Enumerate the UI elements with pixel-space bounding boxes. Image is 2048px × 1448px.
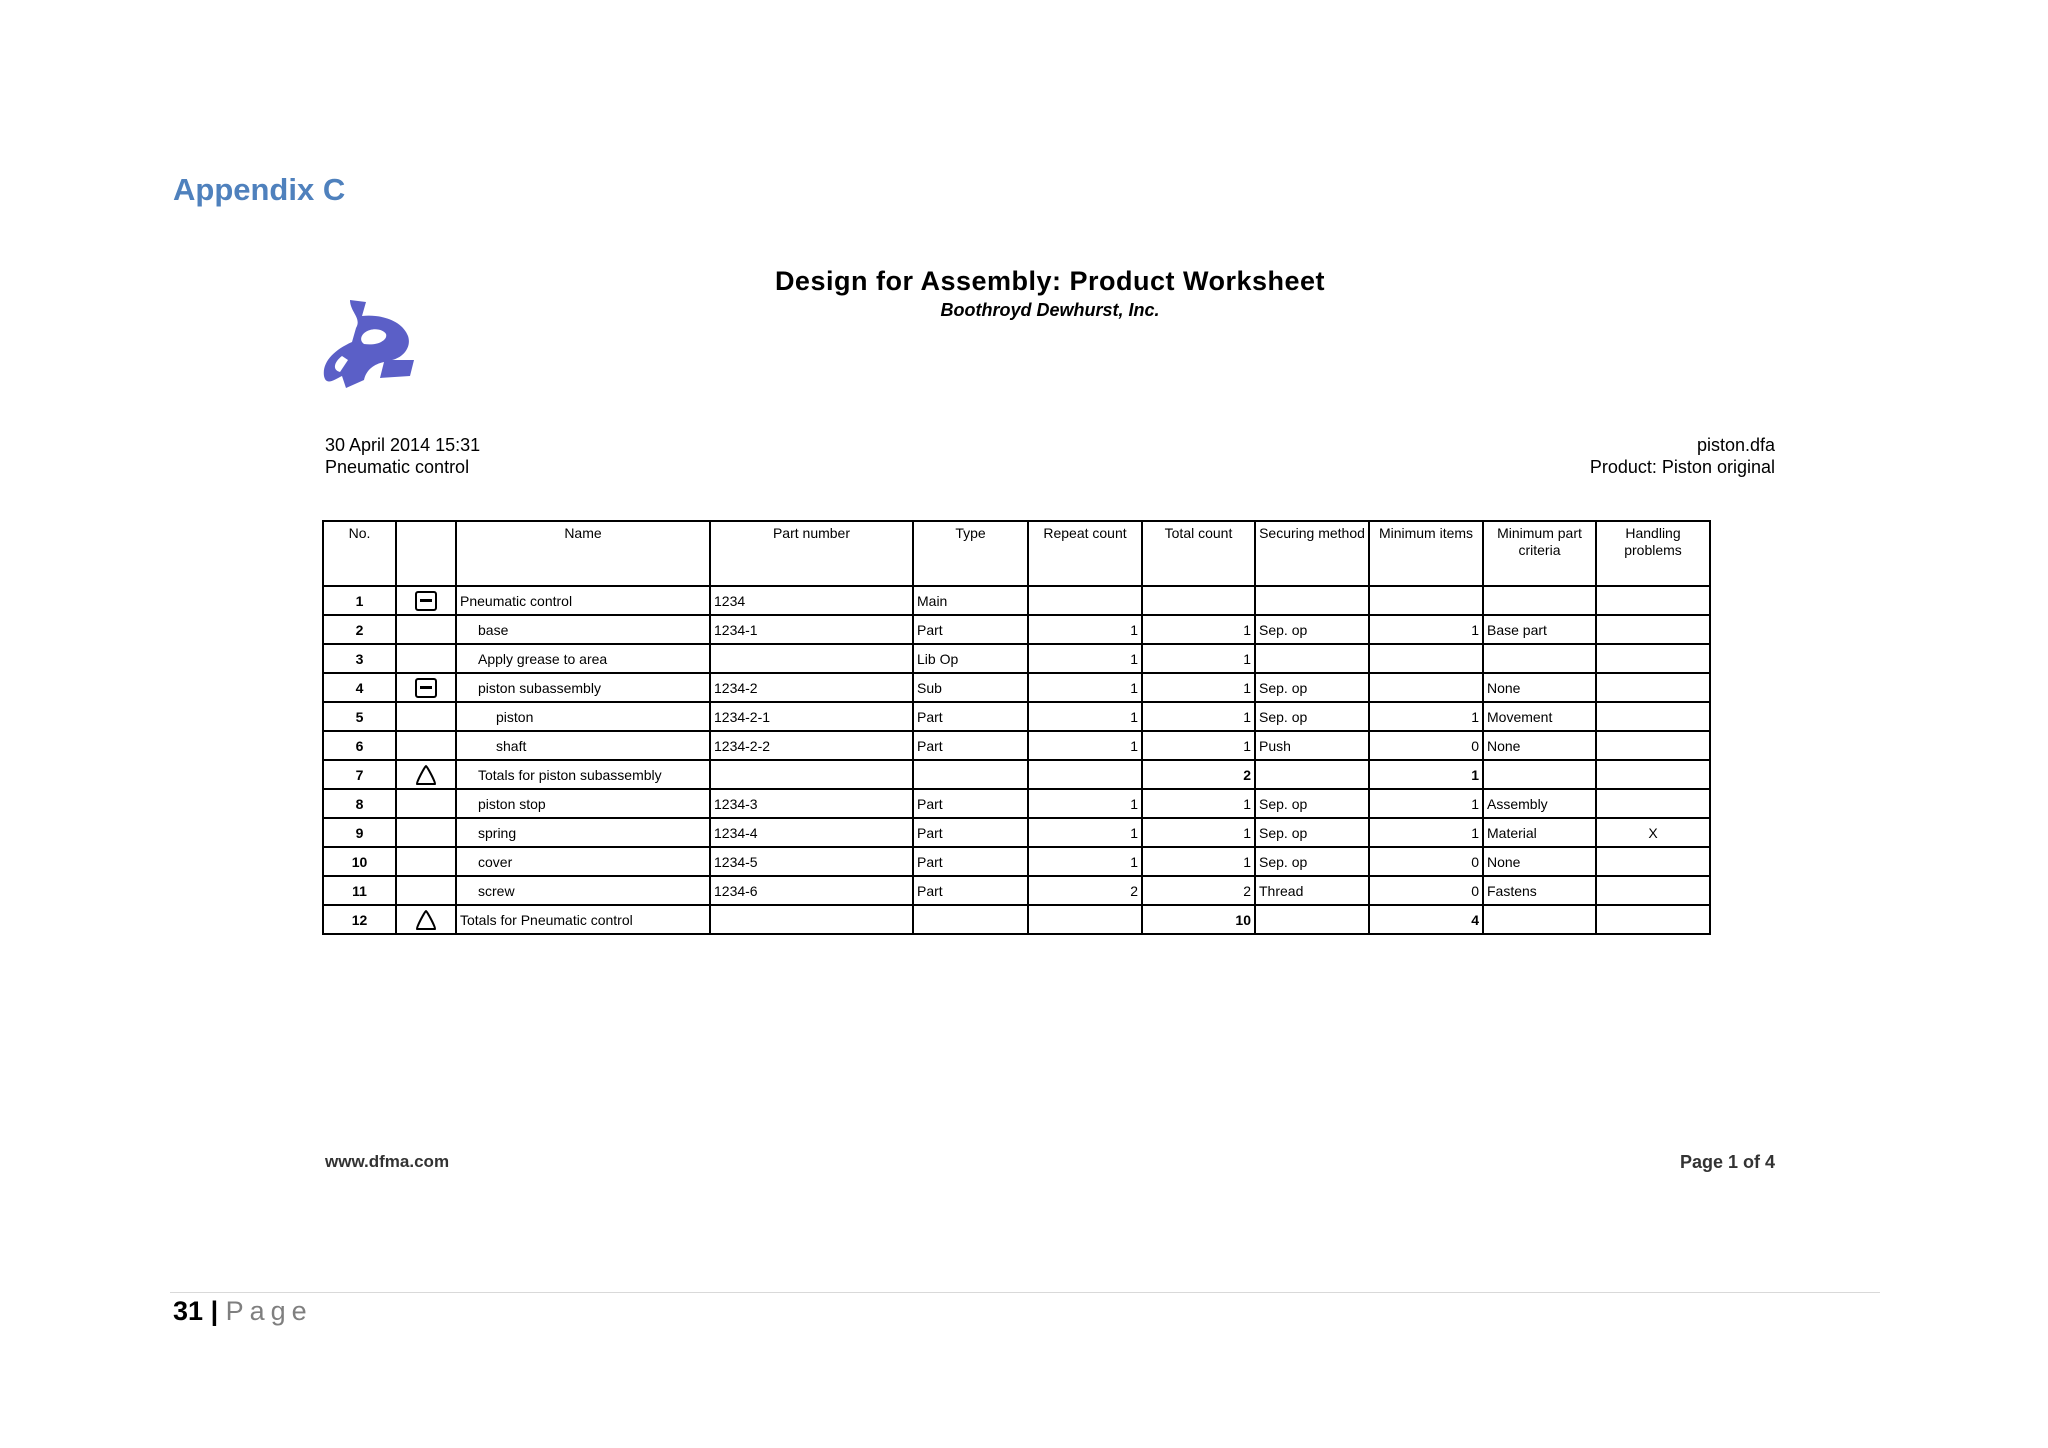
cell-no: 8 (323, 789, 396, 818)
cell-icon (396, 702, 456, 731)
cell-repeat: 1 (1028, 673, 1142, 702)
cell-min-items: 4 (1369, 905, 1483, 934)
cell-part: 1234 (710, 586, 913, 615)
table-row (323, 586, 1710, 615)
cell-part: 1234-1 (710, 615, 913, 644)
cell-securing: Sep. op (1255, 789, 1369, 818)
cell-name: spring (456, 818, 710, 847)
cell-icon (396, 673, 456, 702)
cell-part: 1234-3 (710, 789, 913, 818)
cell-no: 7 (323, 760, 396, 789)
cell-handling (1596, 644, 1710, 673)
cell-part: 1234-5 (710, 847, 913, 876)
header-handling-problems: Handling problems (1596, 521, 1710, 586)
cell-part (710, 905, 913, 934)
worksheet-meta-right (1590, 434, 1775, 478)
cell-securing: Sep. op (1255, 818, 1369, 847)
table-row (323, 876, 1710, 905)
cell-icon (396, 760, 456, 789)
cell-name: shaft (456, 731, 710, 760)
cell-securing: Sep. op (1255, 615, 1369, 644)
cell-min-items (1369, 644, 1483, 673)
cell-no: 4 (323, 673, 396, 702)
cell-part: 1234-4 (710, 818, 913, 847)
cell-type: Part (913, 818, 1028, 847)
cell-criteria: Material (1483, 818, 1596, 847)
cell-type: Main (913, 586, 1028, 615)
cell-total: 10 (1142, 905, 1255, 934)
cell-handling (1596, 905, 1710, 934)
cell-type: Part (913, 789, 1028, 818)
cell-icon (396, 644, 456, 673)
cell-handling (1596, 847, 1710, 876)
cell-criteria: None (1483, 847, 1596, 876)
cell-no: 5 (323, 702, 396, 731)
cell-type: Lib Op (913, 644, 1028, 673)
cell-repeat (1028, 760, 1142, 789)
collapse-box-icon (415, 591, 437, 611)
cell-min-items: 1 (1369, 818, 1483, 847)
table-row (323, 702, 1710, 731)
worksheet-meta-left (325, 434, 480, 478)
header-part-number: Part number (710, 521, 913, 586)
cell-securing: Sep. op (1255, 673, 1369, 702)
cell-type: Part (913, 731, 1028, 760)
cell-repeat: 2 (1028, 876, 1142, 905)
cell-name: Pneumatic control (456, 586, 710, 615)
collapse-box-icon (415, 678, 437, 698)
cell-handling (1596, 586, 1710, 615)
table-row (323, 615, 1710, 644)
cell-icon (396, 586, 456, 615)
cell-criteria: None (1483, 673, 1596, 702)
footer-page: Page 1 of 4 (1679, 1152, 1775, 1172)
cell-total: 1 (1142, 731, 1255, 760)
cell-min-items: 0 (1369, 847, 1483, 876)
cell-type: Part (913, 615, 1028, 644)
cell-total: 1 (1142, 615, 1255, 644)
table-row (323, 673, 1710, 702)
table-row (323, 818, 1710, 847)
cell-name: piston (456, 702, 710, 731)
cell-securing: Push (1255, 731, 1369, 760)
cell-name: Totals for Pneumatic control (456, 905, 710, 934)
cell-icon (396, 615, 456, 644)
cell-icon (396, 876, 456, 905)
cell-min-items (1369, 673, 1483, 702)
cell-no: 9 (323, 818, 396, 847)
cell-name: base (456, 615, 710, 644)
cell-type: Part (913, 876, 1028, 905)
table-row (323, 731, 1710, 760)
header-securing-method: Securing method (1255, 521, 1369, 586)
worksheet-product: Product: Piston original (1589, 457, 1775, 477)
header-repeat-count: Repeat count (1028, 521, 1142, 586)
cell-criteria (1483, 905, 1596, 934)
cell-min-items: 1 (1369, 760, 1483, 789)
cell-part (710, 644, 913, 673)
page-number (173, 1296, 313, 1327)
cell-handling (1596, 876, 1710, 905)
cell-criteria (1483, 586, 1596, 615)
cell-securing (1255, 905, 1369, 934)
cell-min-items: 1 (1369, 615, 1483, 644)
cell-securing (1255, 760, 1369, 789)
cell-securing: Sep. op (1255, 847, 1369, 876)
cell-securing: Thread (1255, 876, 1369, 905)
cell-total: 2 (1142, 760, 1255, 789)
header-type: Type (913, 521, 1028, 586)
footer-url: www.dfma.com (325, 1152, 450, 1171)
cell-total: 1 (1142, 847, 1255, 876)
cell-no: 6 (323, 731, 396, 760)
cell-criteria: Movement (1483, 702, 1596, 731)
cell-type: Sub (913, 673, 1028, 702)
cell-total: 1 (1142, 673, 1255, 702)
worksheet-subtitle: Boothroyd Dewhurst, Inc. (940, 300, 1160, 320)
cell-name: piston stop (456, 789, 710, 818)
cell-min-items: 1 (1369, 702, 1483, 731)
cell-total: 1 (1142, 789, 1255, 818)
table-row (323, 644, 1710, 673)
cell-repeat: 1 (1028, 644, 1142, 673)
cell-repeat: 1 (1028, 615, 1142, 644)
cell-no: 3 (323, 644, 396, 673)
worksheet-file: piston.dfa (1696, 435, 1775, 455)
cell-repeat: 1 (1028, 731, 1142, 760)
cell-min-items: 1 (1369, 789, 1483, 818)
cell-no: 10 (323, 847, 396, 876)
cell-icon (396, 847, 456, 876)
cell-repeat (1028, 586, 1142, 615)
cell-part (710, 760, 913, 789)
table-row (323, 847, 1710, 876)
header-no: No. (323, 521, 396, 586)
header-minimum-items: Minimum items (1369, 521, 1483, 586)
cell-total: 1 (1142, 818, 1255, 847)
cell-repeat (1028, 905, 1142, 934)
cell-icon (396, 731, 456, 760)
cell-name: Totals for piston subassembly (456, 760, 710, 789)
cell-repeat: 1 (1028, 847, 1142, 876)
table-row (323, 905, 1710, 934)
cell-securing: Sep. op (1255, 702, 1369, 731)
cell-criteria: Assembly (1483, 789, 1596, 818)
cell-handling (1596, 615, 1710, 644)
cell-handling (1596, 731, 1710, 760)
cell-handling: X (1596, 818, 1710, 847)
table-row (323, 760, 1710, 789)
header-total-count: Total count (1142, 521, 1255, 586)
table-row (323, 789, 1710, 818)
cell-min-items: 0 (1369, 876, 1483, 905)
worksheet-table (322, 520, 1711, 935)
page-number-word: Page (225, 1296, 313, 1326)
cell-type: Part (913, 702, 1028, 731)
cell-total: 1 (1142, 644, 1255, 673)
cell-type: Part (913, 847, 1028, 876)
cell-handling (1596, 789, 1710, 818)
cell-part: 1234-6 (710, 876, 913, 905)
worksheet-title: Design for Assembly: Product Worksheet (774, 266, 1326, 296)
cell-repeat: 1 (1028, 789, 1142, 818)
cell-part: 1234-2-1 (710, 702, 913, 731)
page-footer-rule (170, 1292, 1880, 1293)
cell-criteria (1483, 760, 1596, 789)
page-number-separator: | (210, 1296, 219, 1326)
cell-name: piston subassembly (456, 673, 710, 702)
header-minimum-part-criteria: Minimum part criteria (1483, 521, 1596, 586)
cell-handling (1596, 673, 1710, 702)
page-number-value: 31 (173, 1296, 204, 1326)
cell-repeat: 1 (1028, 818, 1142, 847)
cell-handling (1596, 760, 1710, 789)
cell-total (1142, 586, 1255, 615)
cell-criteria: None (1483, 731, 1596, 760)
cell-no: 11 (323, 876, 396, 905)
worksheet-product-name: Pneumatic control (325, 457, 470, 477)
cell-name: cover (456, 847, 710, 876)
cell-no: 1 (323, 586, 396, 615)
cell-icon (396, 818, 456, 847)
cell-securing (1255, 644, 1369, 673)
cell-no: 12 (323, 905, 396, 934)
cell-type (913, 760, 1028, 789)
cell-icon (396, 789, 456, 818)
cell-repeat: 1 (1028, 702, 1142, 731)
header-icon (396, 521, 456, 586)
cell-min-items: 0 (1369, 731, 1483, 760)
cell-securing (1255, 586, 1369, 615)
cell-criteria (1483, 644, 1596, 673)
appendix-title: Appendix C (173, 172, 346, 207)
cell-name: screw (456, 876, 710, 905)
cell-min-items (1369, 586, 1483, 615)
header-name: Name (456, 521, 710, 586)
cell-part: 1234-2-2 (710, 731, 913, 760)
cell-no: 2 (323, 615, 396, 644)
totals-triangle-icon (414, 764, 438, 786)
table-header-row (323, 521, 1710, 586)
worksheet-date: 30 April 2014 15:31 (325, 435, 481, 455)
cell-type (913, 905, 1028, 934)
cell-criteria: Fastens (1483, 876, 1596, 905)
cell-total: 1 (1142, 702, 1255, 731)
cell-criteria: Base part (1483, 615, 1596, 644)
cell-handling (1596, 702, 1710, 731)
cell-part: 1234-2 (710, 673, 913, 702)
cell-total: 2 (1142, 876, 1255, 905)
cell-icon (396, 905, 456, 934)
totals-triangle-icon (414, 909, 438, 931)
cell-name: Apply grease to area (456, 644, 710, 673)
